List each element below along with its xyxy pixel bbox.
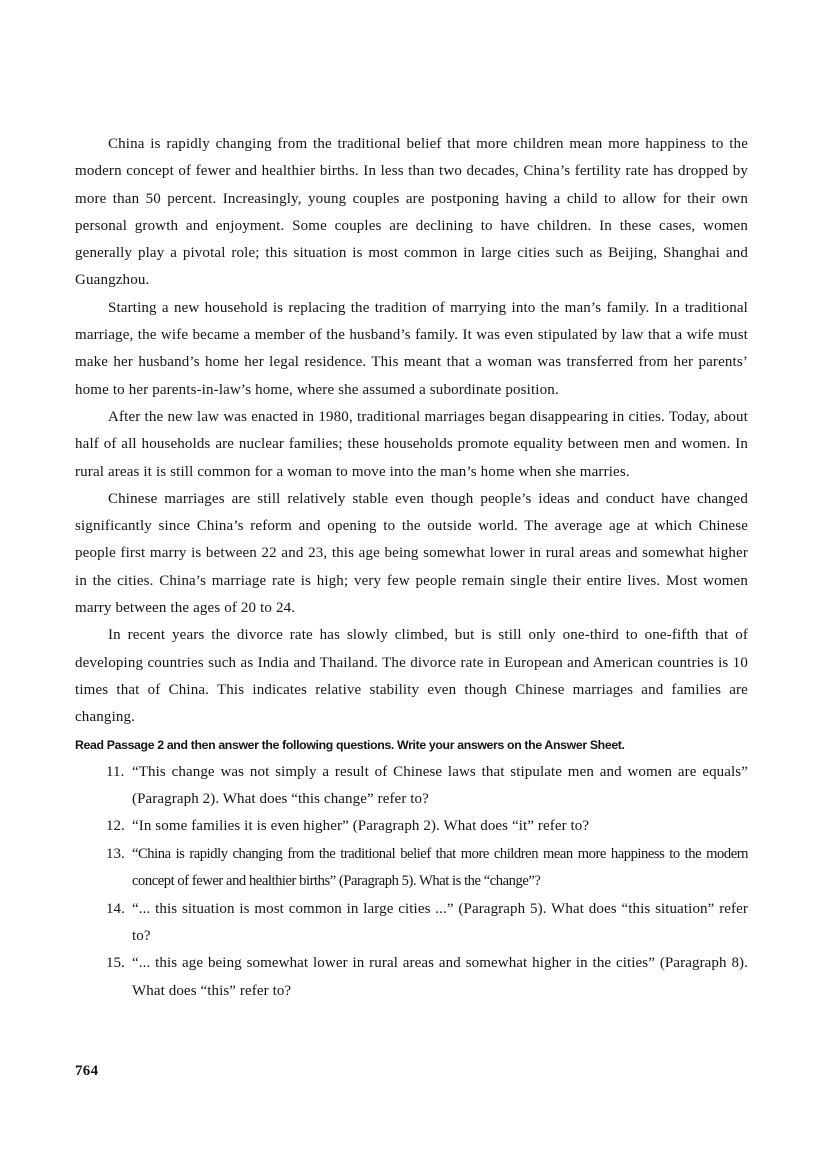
questions-instruction: Read Passage 2 and then answer the following questions. Write your answers on the Answer Sheet. [75,737,625,752]
question-item [75,813,748,840]
paragraph-fertility: China is rapidly changing from the traditional belief that more children mean more happiness to the modern concept of fewer and healthier births. In less than two decades, China’s fertility rate has dropped by more than 50 percent. Increasingly, young couples are postponing having a child to allow for their own personal growth and enjoyment. Some couples are declining to have children. In these cases, women generally play a pivotal role; this situation is most common in large cities such as Beijing, Shanghai and Guangzhou. [75,136,748,289]
question-text: “This change was not simply a result of Chinese laws that stipulate men and women are equals” (Paragraph 2). What does “this change” refer to? [132,763,748,807]
paragraph-household: Starting a new household is replacing the tradition of marrying into the man’s family. In a traditional marriage, the wife became a member of the husband’s family. It was even stipulated by law that a wife must make her husband’s home her legal residence. This meant that a woman was transferred from her parents’ home to her parents-in-law’s home, where she assumed a subordinate position. [75,299,748,398]
question-number: 13. [106,845,125,862]
question-text: “... this age being somewhat lower in rural areas and somewhat higher in the cities” (Paragraph 8). What does “this” refer to? [132,955,748,999]
paragraph-divorce-rate: In recent years the divorce rate has slowly climbed, but is still only one-third to one-fifth that of developing countries such as India and Thailand. The divorce rate in European and American countries is 10 times that of China. This indicates relative stability even though Chinese marriages and families are changing. [75,627,748,726]
question-number: 12. [106,818,125,835]
question-number: 14. [106,900,125,917]
paragraph-marriage-stability: Chinese marriages are still relatively stable even though people’s ideas and conduct have changed significantly since China’s reform and opening to the outside world. The average age at which Chinese people first marry is between 22 and 23, this age being somewhat lower in rural areas and somewhat higher in the cities. China’s marriage rate is high; very few people remain single their entire lives. Most women marry between the ages of 20 to 24. [75,490,748,617]
page-number: 764 [75,1063,99,1079]
document-page [75,131,748,1005]
question-list [75,759,748,1006]
question-item [75,950,748,1005]
question-text: “In some families it is even higher” (Paragraph 2). What does “it” refer to? [132,818,590,835]
question-number: 11. [106,763,125,780]
question-text: “... this situation is most common in large cities ...” (Paragraph 5). What does “this situation” refer to? [132,900,748,944]
paragraph-new-law: After the new law was enacted in 1980, traditional marriages began disappearing in cities. Today, about half of all households are nuclear families; these households promote equality between men and women. In rural areas it is still common for a woman to move into the man’s home when she marries. [75,408,748,480]
question-item [75,841,748,896]
question-number: 15. [106,955,125,972]
question-text: “China is rapidly changing from the traditional belief that more children mean more happiness to the modern concept of fewer and healthier births” (Paragraph 5). What is the “change”? [132,845,748,890]
question-item [75,896,748,951]
question-item [75,759,748,814]
